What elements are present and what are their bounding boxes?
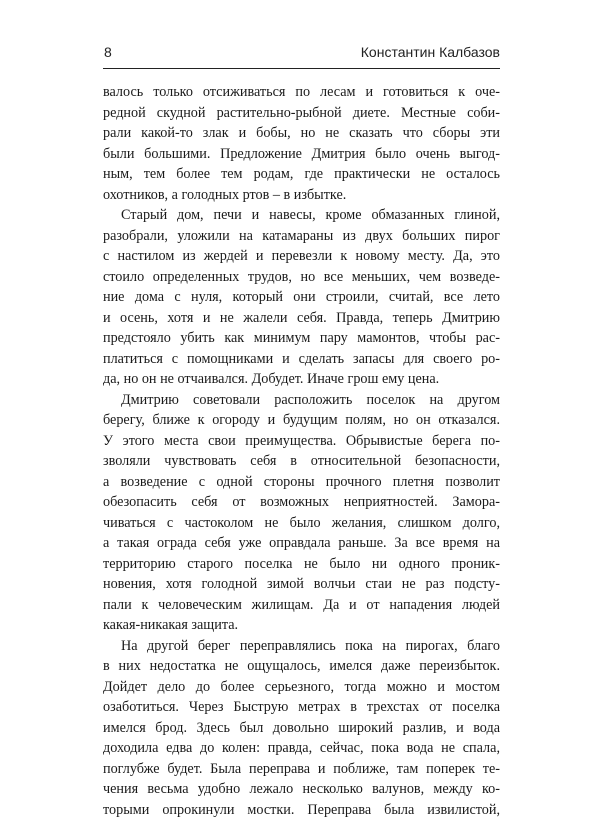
page-number: 8 xyxy=(104,44,112,60)
text-line: Дойдет дело до более серьезного, тогда можно и мостом xyxy=(103,677,500,698)
text-line: чиваться с частоколом не было желания, слишком долго, xyxy=(103,513,500,534)
text-line: Дмитрию советовали расположить поселок на другом xyxy=(103,390,500,411)
text-line: торыми опрокинули мостки. Переправа была извилистой, xyxy=(103,800,500,820)
text-line: какая-никакая защита. xyxy=(103,615,500,636)
text-line: новения, хотя голодной зимой волчьи стаи не раз подсту- xyxy=(103,574,500,595)
text-line: имелся брод. Здесь был довольно широкий разлив, и вода xyxy=(103,718,500,739)
text-line: поглубже будет. Была переправа и поближе, там поперек те- xyxy=(103,759,500,780)
text-line: обезопасить себя от возможных неприятностей. Замора- xyxy=(103,492,500,513)
paragraph xyxy=(103,390,500,636)
text-line: На другой берег переправлялись пока на пирогах, благо xyxy=(103,636,500,657)
text-line: стоило определенных трудов, но все меньших, чем возведе- xyxy=(103,267,500,288)
text-line: пали к человеческим жилищам. Да и от нападения людей xyxy=(103,595,500,616)
text-line: были большими. Предложение Дмитрия было очень выгод- xyxy=(103,144,500,165)
text-line: У этого места свои преимущества. Обрывистые берега по- xyxy=(103,431,500,452)
text-line: а такая ограда себя уже оправдала раньше. За все время на xyxy=(103,533,500,554)
text-line: платиться с помощниками и сделать запасы для своего ро- xyxy=(103,349,500,370)
text-line: редной скудной растительно-рыбной диете. Местные соби- xyxy=(103,103,500,124)
text-line: ние дома с нуля, который они строили, считай, все лето xyxy=(103,287,500,308)
text-line: рали какой-то злак и бобы, но не сказать что сборы эти xyxy=(103,123,500,144)
paragraph xyxy=(103,636,500,820)
text-line: а возведение с одной стороны прочного плетня позволит xyxy=(103,472,500,493)
text-body xyxy=(103,82,500,820)
text-line: и осень, хотя и не жалели себя. Правда, теперь Дмитрию xyxy=(103,308,500,329)
text-line: территорию старого поселка не было ни одного проник- xyxy=(103,554,500,575)
text-line: в них недостатка не ощущалось, имелся даже переизбыток. xyxy=(103,656,500,677)
text-line: берегу, ближе к огороду и будущим полям, но он отказался. xyxy=(103,410,500,431)
text-line: зволяли чувствовать себя в относительной безопасности, xyxy=(103,451,500,472)
text-line: Старый дом, печи и навесы, кроме обмазанных глиной, xyxy=(103,205,500,226)
text-line: разобрали, уложили на катамараны из двух больших пирог xyxy=(103,226,500,247)
author-name: Константин Калбазов xyxy=(361,44,500,60)
text-line: озаботиться. Через Быструю метрах в трехстах от поселка xyxy=(103,697,500,718)
text-line: доходила едва до колен: правда, сейчас, пока вода не спала, xyxy=(103,738,500,759)
text-line: охотников, а голодных ртов – в избытке. xyxy=(103,185,500,206)
paragraph xyxy=(103,82,500,205)
text-line: чения весьма удобно лежало несколько валунов, между ко- xyxy=(103,779,500,800)
text-line: с настилом из жердей и перевезли к новому месту. Да, это xyxy=(103,246,500,267)
running-header xyxy=(103,40,500,69)
text-line: да, но он не отчаивался. Добудет. Иначе грош ему цена. xyxy=(103,369,500,390)
text-line: валось только отсиживаться по лесам и готовиться к оче- xyxy=(103,82,500,103)
paragraph xyxy=(103,205,500,390)
text-line: ным, тем более тем родам, где практически не осталось xyxy=(103,164,500,185)
text-line: предстояло убить как минимум пару мамонтов, чтобы рас- xyxy=(103,328,500,349)
